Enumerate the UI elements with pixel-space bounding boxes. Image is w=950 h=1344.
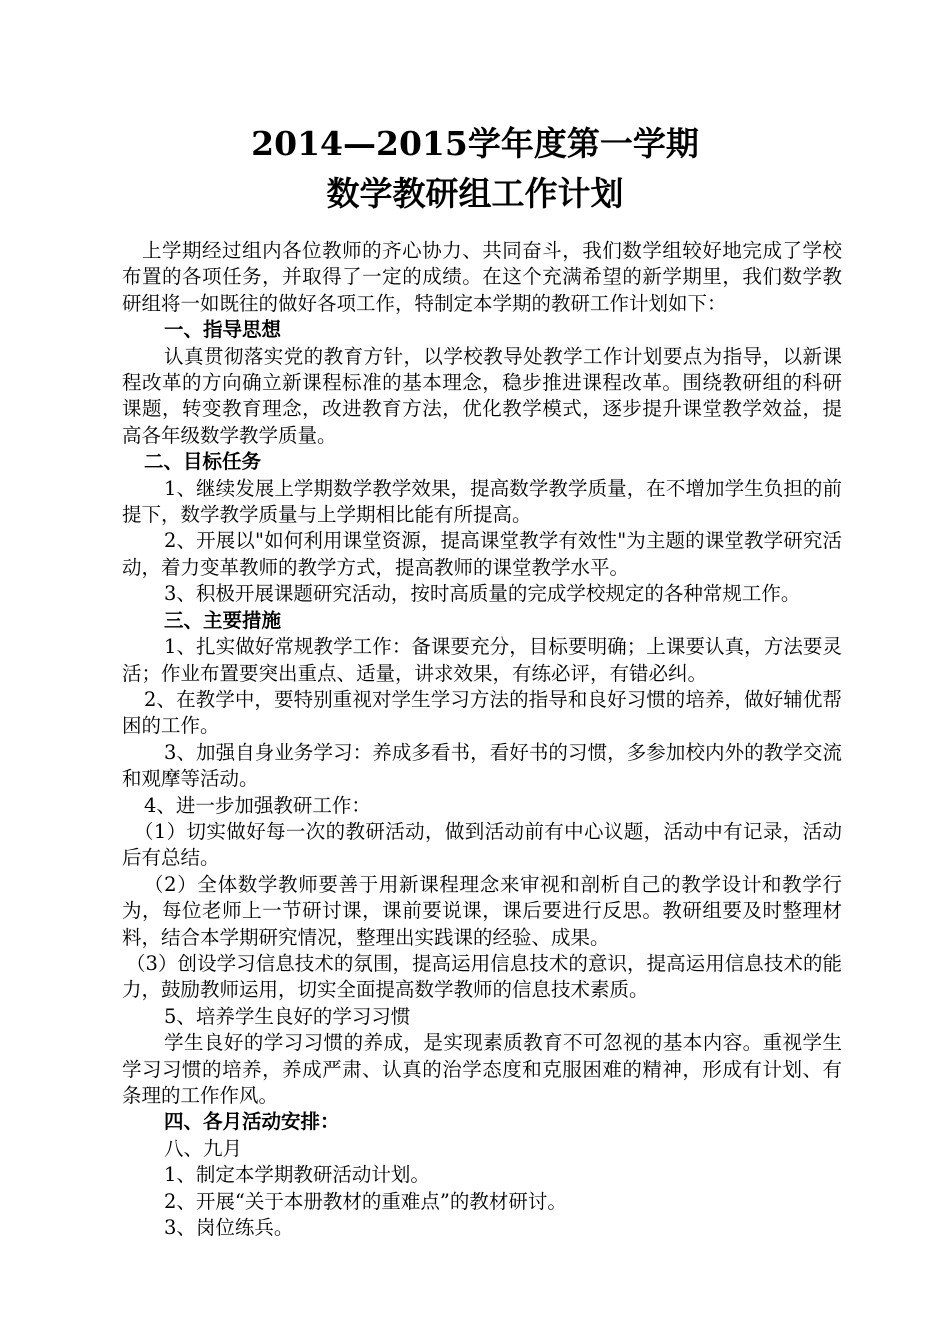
intro-paragraph: 上学期经过组内各位教师的齐心协力、共同奋斗，我们数学组较好地完成了学校布置的各项任务，并取得了一定的成绩。在这个充满希望的新学期里，我们数学教研组将一如既往的做好各项工作，特制定本学期的教研工作计划如下： — [122, 239, 842, 315]
measure-item-4: 4、进一步加强教研工作： — [144, 793, 371, 817]
document-title-line1: 2014—2015学年度第一学期 — [251, 124, 699, 163]
measure-sub-item-3: （3）创设学习信息技术的氛围，提高运用信息技术的意识，提高运用信息技术的能力，鼓励教师运用，切实全面提高数学教师的信息技术素质。 — [122, 951, 842, 1002]
measure-sub-item-1: （1）切实做好每一次的教研活动，做到活动前有中心议题，活动中有记录，活动后有总结。 — [122, 819, 842, 870]
section-heading-guiding-ideology: 一、指导思想 — [164, 318, 282, 342]
schedule-item-3: 3、岗位练兵。 — [164, 1216, 294, 1240]
schedule-item-2: 2、开展“关于本册教材的重难点”的教材研讨。 — [164, 1189, 567, 1213]
section-heading-goals: 二、目标任务 — [144, 450, 262, 474]
goal-item-3: 3、积极开展课题研究活动，按时高质量的完成学校规定的各种常规工作。 — [164, 582, 801, 606]
document-body — [122, 238, 842, 1241]
measure-item-2: 2、在教学中，要特别重视对学生学习方法的指导和良好习惯的培养，做好辅优帮困的工作。 — [122, 687, 842, 738]
document-title-line2: 数学教研组工作计划 — [326, 174, 624, 213]
measure-item-1: 1、扎实做好常规教学工作：备课要充分，目标要明确；上课要认真，方法要灵活；作业布置要突出重点、适量，讲求效果，有练必评，有错必纠。 — [122, 635, 842, 685]
section-heading-monthly-schedule: 四、各月活动安排： — [164, 1110, 340, 1134]
schedule-month-label: 八、九月 — [164, 1136, 243, 1160]
paragraph-study-habits: 学生良好的学习习惯的养成，是实现素质教育不可忽视的基本内容。重视学生学习习惯的培养，养成严肃、认真的治学态度和克服困难的精神，形成有计划、有条理的工作作风。 — [122, 1031, 842, 1107]
goal-item-1: 1、继续发展上学期数学教学效果，提高数学教学质量，在不增加学生负担的前提下，数学教学质量与上学期相比能有所提高。 — [122, 476, 842, 527]
measure-sub-item-2: （2）全体数学教师要善于用新课程理念来审视和剖析自己的教学设计和教学行为，每位老师上一节研讨课，课前要说课，课后要进行反思。教研组要及时整理材料，结合本学期研究情况，整理出实践课的经验、成果。 — [122, 872, 842, 949]
measure-item-5: 5、培养学生良好的学习习惯 — [164, 1004, 411, 1028]
paragraph-guiding-ideology: 认真贯彻落实党的教育方针，以学校教导处教学工作计划要点为指导，以新课程改革的方向确立新课程标准的基本理念，稳步推进课程改革。围绕教研组的科研课题，转变教育理念，改进教育方法，优化教学模式，逐步提升课堂教学效益，提高各年级数学教学质量。 — [122, 344, 842, 447]
goal-item-2: 2、开展以"如何利用课堂资源，提高课堂教学有效性"为主题的课堂教学研究活动，着力变革教师的教学方式，提高教师的课堂教学水平。 — [122, 529, 842, 579]
schedule-item-1: 1、制定本学期教研活动计划。 — [164, 1163, 430, 1187]
section-heading-measures: 三、主要措施 — [164, 608, 282, 632]
measure-item-3: 3、加强自身业务学习：养成多看书，看好书的习惯，多参加校内外的教学交流和观摩等活动。 — [122, 740, 842, 791]
